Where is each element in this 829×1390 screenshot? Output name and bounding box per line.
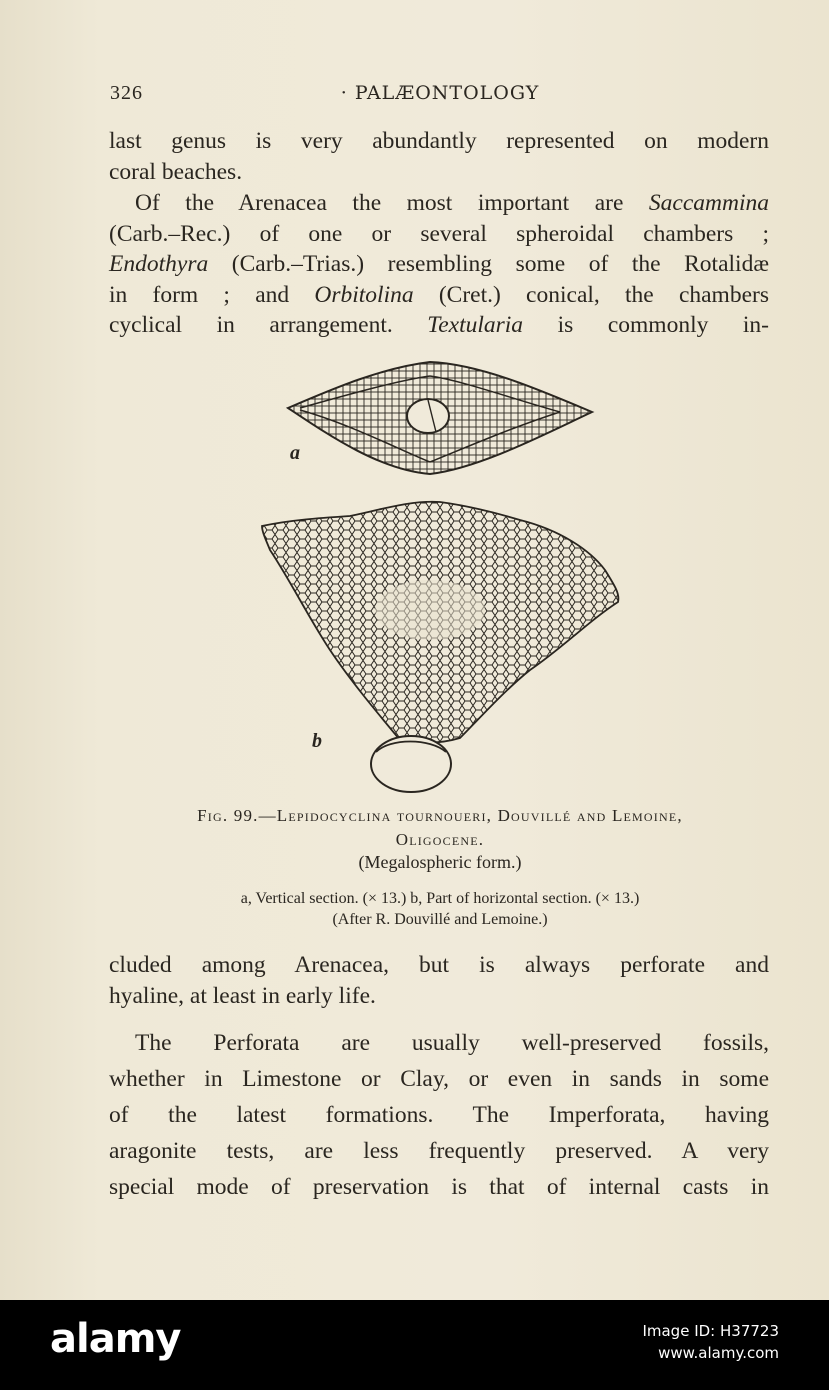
caption-form: (Megalospheric form.) <box>358 852 522 872</box>
caption-title: Fig. 99.—Lepidocyclina tournoueri, Douvillé and Lemoine, <box>197 806 683 825</box>
paragraph-perforata <box>109 1025 769 1205</box>
vertical-section-drawing <box>288 362 592 474</box>
stock-site: www.alamy.com <box>658 1344 779 1362</box>
text-line: aragonite tests, are less frequently preserved. A very <box>109 1138 769 1164</box>
stock-image-id <box>642 1320 779 1364</box>
text-line: last genus is very abundantly represented on modern <box>109 128 769 154</box>
text-line: special mode of preservation is that of internal casts in <box>109 1174 769 1200</box>
text-line: The Perforata are usually well-preserved fossils, <box>135 1030 769 1056</box>
text-line: cluded among Arenacea, but is always perforate and <box>109 952 769 978</box>
fossil-illustration <box>0 350 829 810</box>
text-line: cyclical in arrangement. Textularia is commonly in- <box>109 312 769 338</box>
paragraph-arenacea <box>109 188 769 341</box>
page-number: 326 <box>110 82 143 104</box>
genus-name: Orbitolina <box>314 281 414 308</box>
genus-name: Textularia <box>427 312 524 338</box>
note-line: a, Vertical section. (× 13.) b, Part of horizontal section. (× 13.) <box>240 890 640 907</box>
paragraph-continuation <box>109 126 769 187</box>
text-line: whether in Limestone or Clay, or even in sands in some <box>109 1066 769 1092</box>
running-head <box>110 82 770 112</box>
figure-note <box>100 888 780 930</box>
running-title: · PALÆONTOLOGY <box>340 82 540 104</box>
text-line: in form ; and Orbitolina (Cret.) conical, the chambers <box>109 281 769 308</box>
text-line: Of the Arenacea the most important are Saccammina <box>135 190 769 216</box>
text-line: hyaline, at least in early life. <box>109 982 376 1009</box>
text-line: of the latest formations. The Imperforata, having <box>109 1102 769 1128</box>
note-line: (After R. Douvillé and Lemoine.) <box>332 911 548 928</box>
figure-caption <box>100 804 780 852</box>
genus-name: Saccammina <box>648 190 769 216</box>
figure-99 <box>0 350 829 810</box>
text-line: (Carb.–Rec.) of one or several spheroidal chambers ; <box>109 220 769 247</box>
alamy-logo: alamy <box>50 1316 181 1362</box>
figure-label-a: a <box>290 442 300 464</box>
paragraph-textularia <box>109 950 769 1011</box>
image-id: Image ID: H37723 <box>642 1322 779 1340</box>
genus-name: Endothyra <box>109 251 209 277</box>
caption-epoch: Oligocene. <box>395 830 485 849</box>
figure-label-b: b <box>312 730 322 752</box>
text-line: Endothyra (Carb.–Trias.) resembling some of the Rotalidæ <box>109 251 769 277</box>
text-line: coral beaches. <box>109 158 243 185</box>
